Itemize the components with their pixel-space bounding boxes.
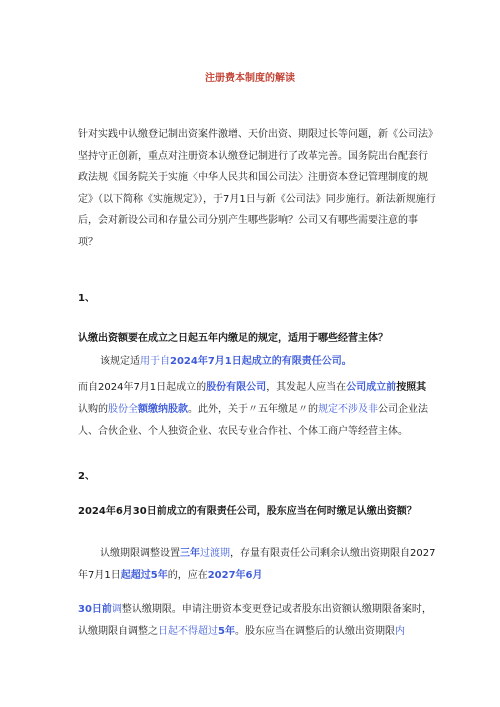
answer-highlight-bold: 起超过5年: [120, 570, 168, 581]
answer-2-text: ，其发起人应当在: [266, 382, 347, 393]
section-1-answer-1: [78, 351, 436, 373]
answer-highlight-bold: 2027年6月: [207, 570, 263, 581]
answer-highlight-bold: 三年: [180, 548, 200, 559]
answer-2-highlight: 股份全: [108, 404, 138, 415]
section-2-question: 2024年6月30日前成立的有限责任公司，股东应当在何时缴足认缴出资额？: [78, 506, 417, 517]
answer-highlight-bold: 5年: [218, 626, 235, 637]
section-2-answer-2: [78, 599, 436, 643]
answer-2-highlight-company: 股份有限公司: [206, 382, 267, 393]
section-2-number: 2、: [78, 471, 95, 482]
answer-2-bold: 按照其: [396, 382, 427, 393]
answer-highlight: 日起不得超过: [158, 626, 218, 637]
answer-highlight: 调: [111, 604, 122, 615]
section-1-question: 认缴出资额要在成立之日起五年内缴足的规定，适用于哪些经营主体？: [78, 333, 388, 344]
answer-2-text: 。此外，关于〃五年缴足〃的: [188, 404, 318, 415]
answer-2-highlight-before: 公司成立前: [346, 382, 397, 393]
answer-text: ，存量有限责任公司剩余认缴出资期限自2027年7月1日: [78, 548, 436, 581]
answer-1-highlight: 用于自: [140, 356, 170, 367]
answer-1-text: 该规定适: [100, 356, 140, 367]
section-1-answer-2: [78, 377, 436, 443]
answer-2-text: 公司企业法人、合伙企业、个人独资企业、农民专业合作社、个体工商户等经营主体。: [78, 404, 428, 437]
section-1-number: 1、: [78, 293, 95, 304]
answer-text: 认缴期限调整设置: [100, 548, 180, 559]
answer-text: 整认缴期限。申请注册资本变更登记或者股东出资额认缴期限备案时，认缴期限自调整之: [78, 604, 432, 637]
answer-text: 的，应在: [167, 570, 208, 581]
answer-1-highlight-bold: 2024年7月1日起成立的有限责任公司。: [170, 356, 352, 367]
answer-2-text: 而自2024年7月1日起成立的: [78, 382, 207, 393]
answer-highlight-bold: 30日前: [78, 604, 112, 615]
answer-2-text: 认购的: [78, 404, 108, 415]
answer-2-highlight-bold: 额缴纳股款: [138, 404, 188, 415]
intro-paragraph: 针对实践中认缴登记制出资案件激增、天价出资、期限过长等问题，新《公司法》坚持守正创新，重点对注册资本认缴登记制进行了改革完善。国务院出台配套行政法规《国务院关于实施〈中华人民共和国公司法〉注册资本登记管理制度的规定》（以下简称《实施规定》），于7月1日与新《公司法》同步施行。新法新规施行后，会对新设公司和存量公司分别产生哪些影响？公司又有哪些需要注意的事项？: [78, 129, 436, 248]
document-title: 注册费本制度的解读: [205, 73, 295, 84]
answer-highlight: 过渡期: [200, 548, 230, 559]
answer-text: 。股东应当在调整后的认缴出资期限: [234, 626, 395, 637]
answer-2-highlight: 规定不涉及非: [318, 404, 378, 415]
answer-highlight: 内: [394, 626, 405, 637]
section-2-answer-1: [78, 543, 436, 587]
